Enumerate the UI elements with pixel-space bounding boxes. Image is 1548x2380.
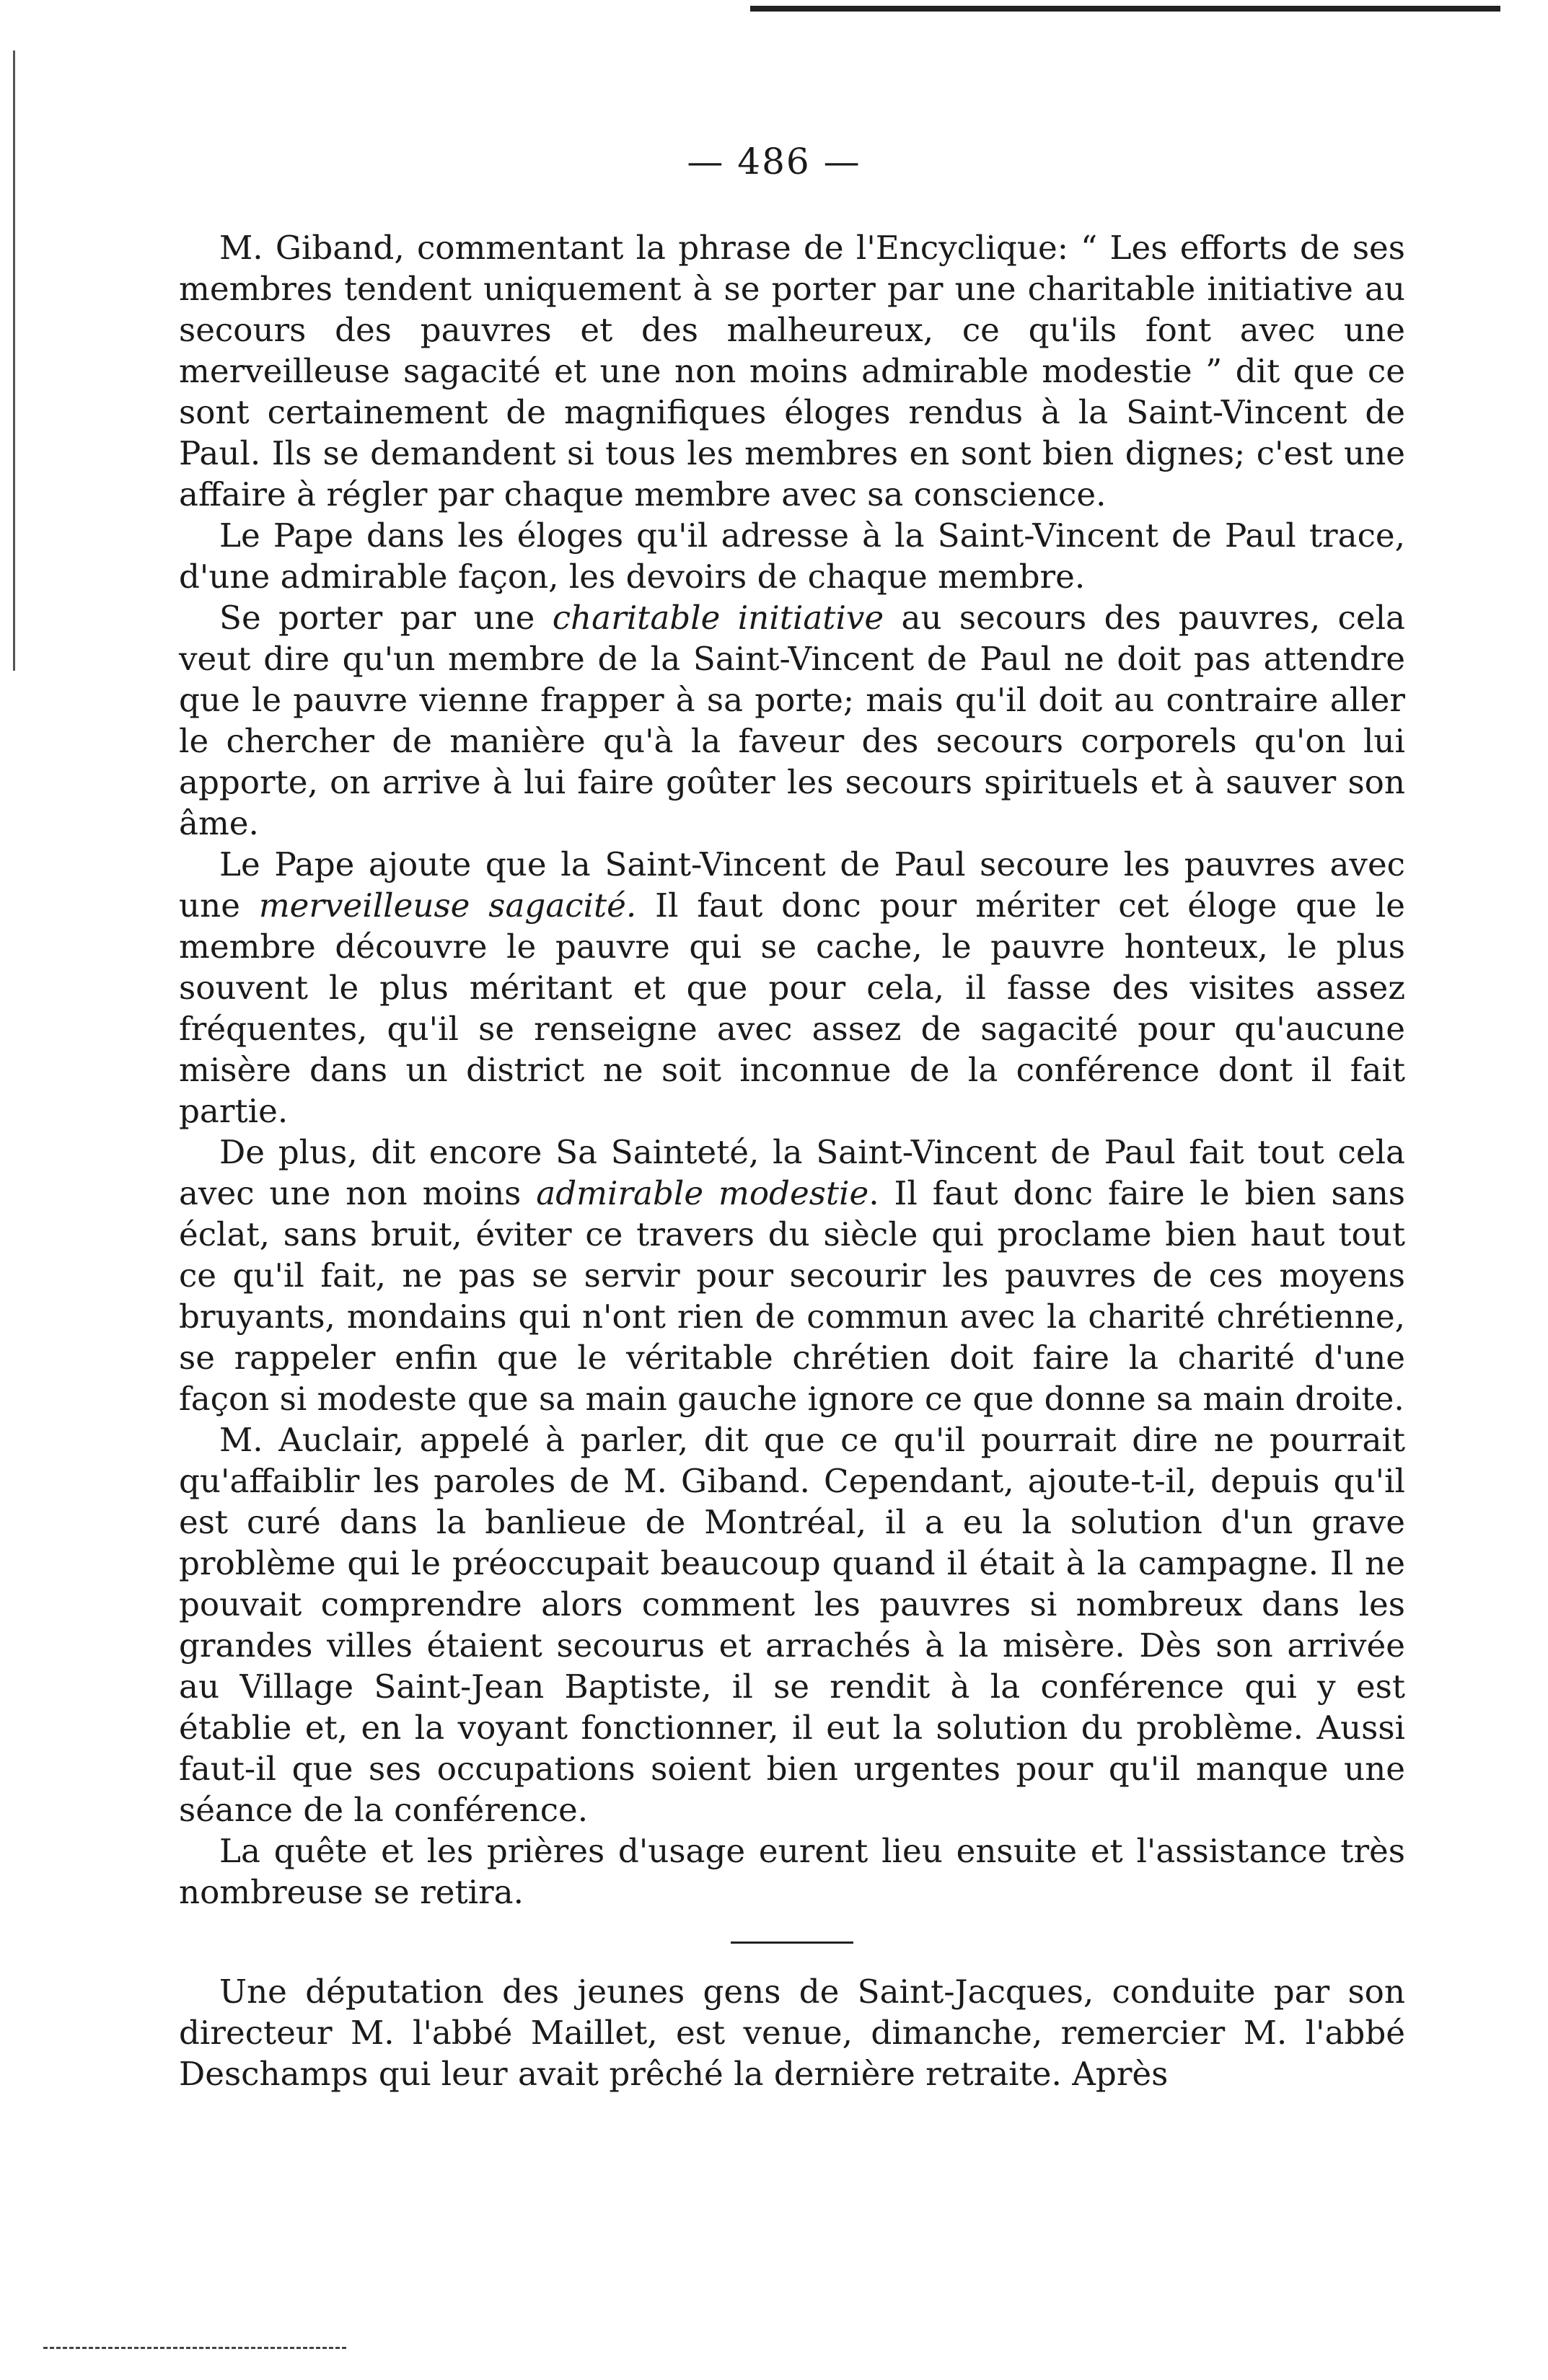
section-separator (731, 1942, 853, 1944)
page-body (179, 227, 1405, 2094)
paragraph-text: Se porter par une (219, 599, 553, 637)
paragraph-text: M. Giband, commentant la phrase de l'Encyclique: “ Les efforts de ses membres tendent uniquement à se porter par une charitable initiative au secours des pauvres et des malheureux, ce qu'ils font avec une merveilleuse sagacité et une non moins admirable modestie ” dit que ce sont certainement de magnifiques éloges rendus à la Saint-Vincent de Paul. Ils se demandent si tous les membres en sont bien dignes; c'est une affaire à régler par chaque membre avec sa conscience. (179, 229, 1405, 514)
paragraph-text: M. Auclair, appelé à parler, dit que ce qu'il pourrait dire ne pourrait qu'affaiblir les paroles de M. Giband. Cependant, ajoute-t-il, depuis qu'il est curé dans la banlieue de Montréal, il a eu la solution d'un grave problème qui le préoccupait beaucoup quand il était à la campagne. Il ne pouvait comprendre alors comment les pauvres si nombreux dans les grandes villes étaient secourus et arrachés à la misère. Dès son arrivée au Village Saint-Jean Baptiste, il se rendit à la conférence qui y est établie et, en la voyant fonctionner, il eut la solution du problème. Aussi faut-il que ses occupations soient bien urgentes pour qu'il manque une séance de la conférence. (179, 1421, 1405, 1829)
paragraph-quete (179, 1830, 1405, 1913)
bottom-dashed-rule (43, 2347, 346, 2349)
italic-phrase: charitable initiative (552, 599, 884, 637)
paragraph-text: Une députation des jeunes gens de Saint-Jacques, conduite par son directeur M. l'abbé Maillet, est venue, dimanche, remercier M. l'abbé Deschamps qui leur avait prêché la dernière retraite. Après (179, 1973, 1405, 2093)
paragraph-pape-eloges (179, 515, 1405, 597)
paragraph-giband (179, 227, 1405, 515)
paragraph-text: au secours des pauvres, cela veut dire qu'un membre de la Saint-Vincent de Paul ne doit pas attendre que le pauvre vienne frapper à sa porte; mais qu'il doit au contraire aller le chercher de manière qu'à la faveur des secours corporels qu'on lui apporte, on arrive à lui faire goûter les secours spirituels et à sauver son âme. (179, 599, 1405, 842)
top-border-rule (750, 6, 1500, 12)
paragraph-text: Le Pape ajoute que la Saint-Vincent de Paul secoure les pauvres avec une (179, 845, 1405, 925)
paragraph-modestie (179, 1132, 1405, 1419)
paragraph-charitable-initiative (179, 597, 1405, 844)
paragraph-auclair (179, 1419, 1405, 1830)
italic-phrase: merveilleuse sagacité. (258, 886, 637, 925)
paragraph-text: De plus, dit encore Sa Sainteté, la Saint-Vincent de Paul fait tout cela avec une non moins (179, 1133, 1405, 1212)
paragraph-text: Le Pape dans les éloges qu'il adresse à la Saint-Vincent de Paul trace, d'une admirable façon, les devoirs de chaque membre. (179, 516, 1405, 596)
paragraph-text: Il faut donc pour mériter cet éloge que le membre découvre le pauvre qui se cache, le pauvre honteux, le plus souvent le plus méritant et que pour cela, il fasse des visites assez fréquentes, qu'il se renseigne avec assez de sagacité pour qu'aucune misère dans un district ne soit inconnue de la conférence dont il fait partie. (179, 886, 1406, 1130)
paragraph-sagacite (179, 844, 1405, 1132)
italic-phrase: admirable modestie (536, 1174, 869, 1212)
paragraph-deputation (179, 1971, 1405, 2094)
paragraph-text: La quête et les prières d'usage eurent lieu ensuite et l'assistance très nombreuse se retira. (179, 1832, 1405, 1911)
page-number: — 486 — (687, 141, 861, 182)
paragraph-text: . Il faut donc faire le bien sans éclat, sans bruit, éviter ce travers du siècle qui proclame bien haut tout ce qu'il fait, ne pas se servir pour secourir les pauvres de ces moyens bruyants, mondains qui n'ont rien de commun avec la charité chrétienne, se rappeler enfin que le véritable chrétien doit faire la charité d'une façon si modeste que sa main gauche ignore ce que donne sa main droite. (179, 1174, 1405, 1418)
